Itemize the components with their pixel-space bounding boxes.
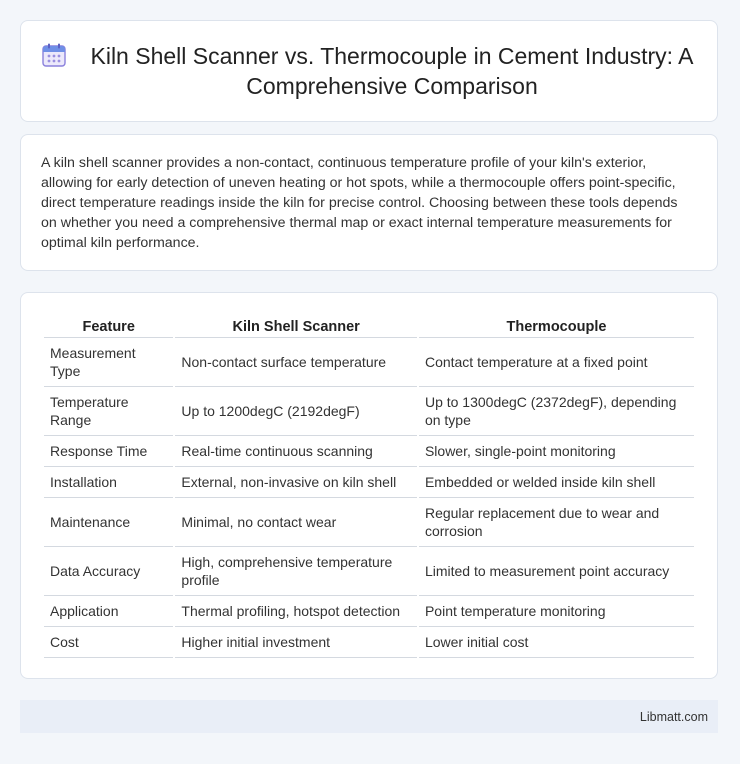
comparison-table [42,315,696,658]
page-title: Kiln Shell Scanner vs. Thermocouple in Cement Industry: A Comprehensive Comparison [90,43,694,99]
row-feature: Cost [44,627,173,658]
intro-paragraph: A kiln shell scanner provides a non-contact, continuous temperature profile of your kiln's exterior, allowing for early detection of uneven heating or hot spots, while a thermocouple offers point-specific, direct temperature readings inside the kiln for precise control. Choosing between these tools depends on whether you need a comprehensive thermal map or exact internal temperature measurements for optimal kiln performance. [41,155,678,251]
row-thermocouple-value: Lower initial cost [419,627,694,658]
calendar-icon [41,42,67,68]
row-thermocouple-value: Limited to measurement point accuracy [419,547,694,596]
row-scanner-value: External, non-invasive on kiln shell [175,467,417,498]
footer-bar [20,700,718,733]
intro-card [20,134,718,271]
header-feature: Feature [44,315,173,338]
table-row [44,498,694,547]
row-scanner-value: Real-time continuous scanning [175,436,417,467]
row-thermocouple-value: Slower, single-point monitoring [419,436,694,467]
row-scanner-value: Up to 1200degC (2192degF) [175,387,417,436]
comparison-card [20,292,718,679]
title-card [20,20,718,122]
row-thermocouple-value: Point temperature monitoring [419,596,694,627]
row-scanner-value: Higher initial investment [175,627,417,658]
table-row [44,467,694,498]
header-kiln-shell-scanner: Kiln Shell Scanner [175,315,417,338]
row-thermocouple-value: Up to 1300degC (2372degF), depending on type [419,387,694,436]
table-row [44,596,694,627]
table-row [44,436,694,467]
row-scanner-value: High, comprehensive temperature profile [175,547,417,596]
row-thermocouple-value: Embedded or welded inside kiln shell [419,467,694,498]
header-thermocouple: Thermocouple [419,315,694,338]
row-feature: Temperature Range [44,387,173,436]
table-row [44,338,694,387]
row-scanner-value: Minimal, no contact wear [175,498,417,547]
footer-brand-link[interactable]: Libmatt.com [639,709,708,724]
row-scanner-value: Thermal profiling, hotspot detection [175,596,417,627]
table-row [44,387,694,436]
table-row [44,547,694,596]
row-feature: Data Accuracy [44,547,173,596]
row-thermocouple-value: Contact temperature at a fixed point [419,338,694,387]
row-feature: Application [44,596,173,627]
row-feature: Installation [44,467,173,498]
table-row [44,627,694,658]
row-feature: Measurement Type [44,338,173,387]
table-header-row [44,315,694,338]
row-scanner-value: Non-contact surface temperature [175,338,417,387]
row-feature: Maintenance [44,498,173,547]
row-feature: Response Time [44,436,173,467]
row-thermocouple-value: Regular replacement due to wear and corrosion [419,498,694,547]
title-wrap [21,41,717,101]
